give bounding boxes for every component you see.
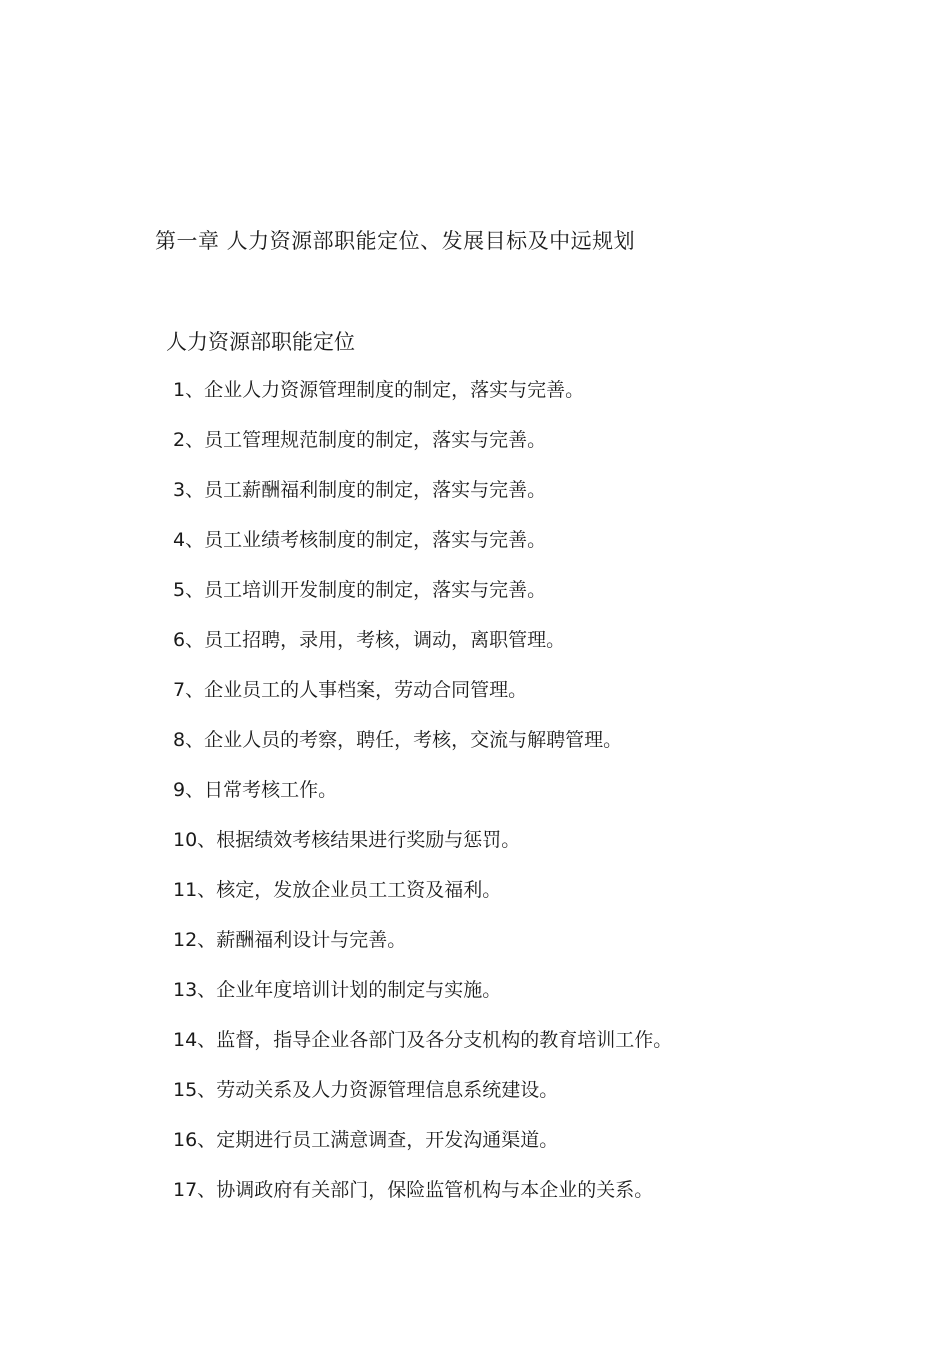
duty-text: 薪酬福利设计与完善。 — [216, 929, 407, 951]
duty-item — [173, 574, 672, 624]
duty-item — [173, 1074, 672, 1124]
duty-number: 7、 — [173, 679, 205, 701]
duty-number: 10、 — [173, 829, 217, 851]
duty-text: 日常考核工作。 — [204, 779, 338, 801]
duty-number: 12、 — [173, 929, 217, 951]
duty-number: 16、 — [173, 1129, 217, 1151]
duty-item — [173, 1124, 672, 1174]
duty-text: 员工薪酬福利制度的制定，落实与完善。 — [204, 479, 547, 501]
duty-item — [173, 374, 672, 424]
duty-text: 员工管理规范制度的制定，落实与完善。 — [204, 429, 547, 451]
duty-number: 13、 — [173, 979, 217, 1001]
duty-number: 4、 — [173, 529, 205, 551]
duty-text: 协调政府有关部门，保险监管机构与本企业的关系。 — [216, 1179, 654, 1201]
duty-number: 14、 — [173, 1029, 217, 1051]
duty-text: 劳动关系及人力资源管理信息系统建设。 — [216, 1079, 559, 1101]
duty-text: 企业年度培训计划的制定与实施。 — [216, 979, 502, 1001]
duty-text: 企业人力资源管理制度的制定，落实与完善。 — [204, 379, 585, 401]
duty-text: 根据绩效考核结果进行奖励与惩罚。 — [216, 829, 521, 851]
duty-text: 员工培训开发制度的制定，落实与完善。 — [204, 579, 547, 601]
duty-number: 6、 — [173, 629, 205, 651]
duty-item — [173, 674, 672, 724]
duty-text: 员工业绩考核制度的制定，落实与完善。 — [204, 529, 547, 551]
duty-item — [173, 424, 672, 474]
duty-item — [173, 874, 672, 924]
duty-item — [173, 824, 672, 874]
duty-number: 8、 — [173, 729, 205, 751]
duty-number: 5、 — [173, 579, 205, 601]
duty-text: 监督，指导企业各部门及各分支机构的教育培训工作。 — [216, 1029, 673, 1051]
duty-item — [173, 624, 672, 674]
duty-number: 1、 — [173, 379, 205, 401]
duty-text: 企业人员的考察，聘任，考核，交流与解聘管理。 — [204, 729, 623, 751]
duty-number: 3、 — [173, 479, 205, 501]
duty-text: 企业员工的人事档案，劳动合同管理。 — [204, 679, 528, 701]
duty-item — [173, 924, 672, 974]
duty-item — [173, 724, 672, 774]
duty-number: 11、 — [173, 879, 217, 901]
duty-item — [173, 1024, 672, 1074]
duty-item — [173, 774, 672, 824]
chapter-title: 第一章 人力资源部职能定位、发展目标及中远规划 — [155, 229, 636, 253]
duty-item — [173, 974, 672, 1024]
duty-text: 员工招聘，录用，考核，调动，离职管理。 — [204, 629, 566, 651]
duty-text: 核定，发放企业员工工资及福利。 — [216, 879, 502, 901]
duty-number: 9、 — [173, 779, 205, 801]
duty-item — [173, 524, 672, 574]
duty-number: 17、 — [173, 1179, 217, 1201]
section-title: 人力资源部职能定位 — [166, 330, 355, 354]
duty-item — [173, 474, 672, 524]
duty-text: 定期进行员工满意调查，开发沟通渠道。 — [216, 1129, 559, 1151]
duty-item — [173, 1174, 672, 1224]
duty-number: 2、 — [173, 429, 205, 451]
duty-list — [173, 374, 672, 1224]
duty-number: 15、 — [173, 1079, 217, 1101]
